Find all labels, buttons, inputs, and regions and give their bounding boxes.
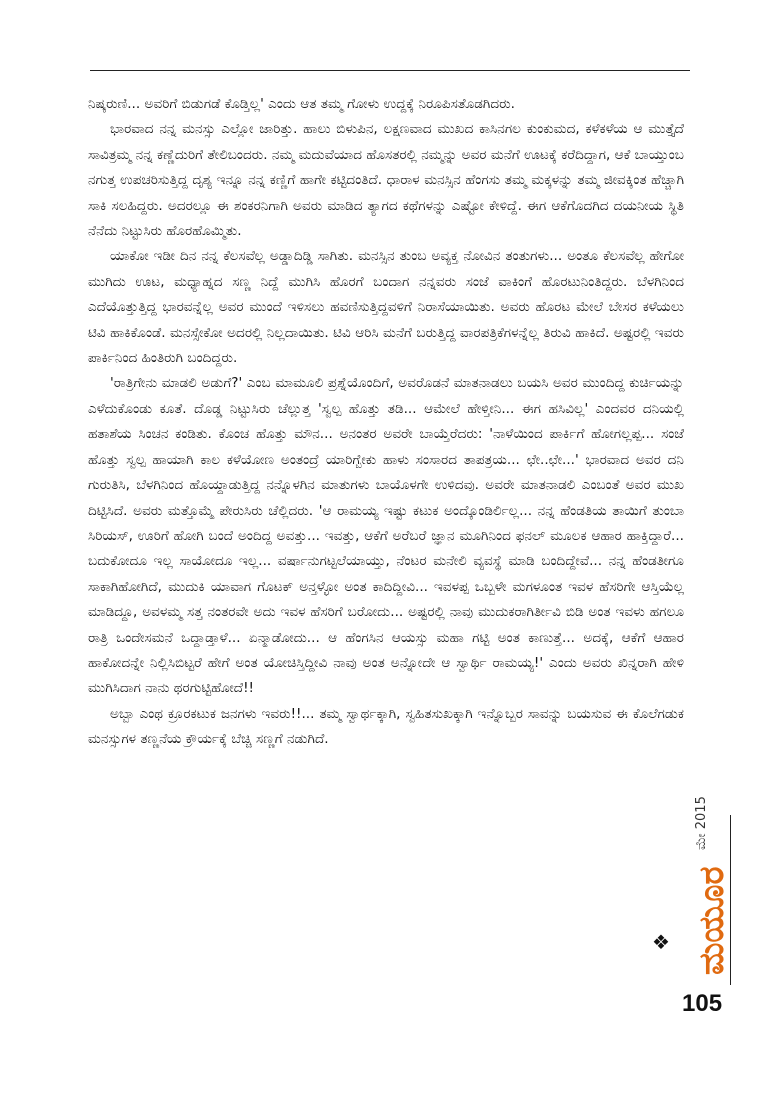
side-divider [730, 815, 731, 985]
paragraph-2: ಭಾರವಾದ ನನ್ನ ಮನಸ್ಸು ಎಲ್ಲೋ ಜಾರಿತ್ತು. ಹಾಲು ಬಿಳುಪಿನ, ಲಕ್ಷಣವಾದ ಮುಖದ ಕಾಸಿನಗಲ ಕುಂಕುಮದ, ಕಳೆಕಳೆಯ ಆ ಮುತ್ತೈದೆ ಸಾವಿತ್ರಮ್ಮ ನನ್ನ ಕಣ್ಣೆದುರಿಗೆ ತೇಲಿಬಂದರು. ನಮ್ಮ ಮದುವೆಯಾದ ಹೊಸತರಲ್ಲಿ ನಮ್ಮನ್ನು ಅವರ ಮನೆಗೆ ಊಟಕ್ಕೆ ಕರೆದಿದ್ದಾಗ, ಆಕೆ ಬಾಯ್ತುಂಬ ನಗುತ್ತ ಉಪಚರಿಸುತ್ತಿದ್ದ ದೃಶ್ಯ ಇನ್ನೂ ನನ್ನ ಕಣ್ಣಿಗೆ ಹಾಗೇ ಕಟ್ಟಿದಂತಿದೆ. ಧಾರಾಳ ಮನಸ್ಸಿನ ಹೆಂಗಸು ತಮ್ಮ ಮಕ್ಕಳನ್ನು ತಮ್ಮ ಜೀವಕ್ಕಿಂತ ಹೆಚ್ಚಾಗಿ ಸಾಕಿ ಸಲಹಿದ್ದರು. ಅದರಲ್ಲೂ ಈ ಶಂಕರನಿಗಾಗಿ ಅವರು ಮಾಡಿದ ತ್ಯಾಗದ ಕಥೆಗಳನ್ನು ಎಷ್ಟೋ ಕೇಳಿದ್ದೆ. ಈಗ ಆಕೆಗೊದಗಿದ ದಯನೀಯ ಸ್ಥಿತಿ ನೆನೆದು ನಿಟ್ಟುಸಿರು ಹೊರಹೊಮ್ಮಿತು. [88, 121, 684, 240]
header-divider [90, 70, 690, 71]
paragraph-1: ನಿಷ್ಕರುಣಿ... ಅವರಿಗೆ ಬಿಡುಗಡೆ ಕೊಡ್ತಿಲ್ಲ' ಎಂದು ಆತ ತಮ್ಮ ಗೋಳು ಉದ್ದಕ್ಕೆ ನಿರೂಪಿಸತೊಡಗಿದರು. [88, 96, 515, 112]
end-of-article-icon: ❖ [652, 930, 670, 954]
paragraph-5: ಅಬ್ಬಾ ಎಂಥ ಕ್ರೂರಕಟುಕ ಜನಗಳು ಇವರು!!... ತಮ್ಮ ಸ್ವಾರ್ಥಕ್ಕಾಗಿ, ಸ್ವಹಿತಸುಖಕ್ಕಾಗಿ ಇನ್ನೊಬ್ಬರ ಸಾವನ್ನು ಬಯಸುವ ಈ ಕೊಲೆಗಡುಕ ಮನಸ್ಸುಗಳ ತಣ್ಣನೆಯ ಕ್ರೌರ್ಯಕ್ಕೆ ಬೆಚ್ಚಿ ಸಣ್ಣಗೆ ನಡುಗಿದೆ. [88, 705, 684, 748]
paragraph-3: ಯಾಕೋ ಇಡೀ ದಿನ ನನ್ನ ಕೆಲಸವೆಲ್ಲ ಅಡ್ಡಾದಿಡ್ಡಿ ಸಾಗಿತು. ಮನಸ್ಸಿನ ತುಂಬ ಅವ್ಯಕ್ತ ನೋವಿನ ತಂತುಗಳು... ಅಂತೂ ಕೆಲಸವೆಲ್ಲ ಹೇಗೋ ಮುಗಿದು ಊಟ, ಮಧ್ಯಾಹ್ನದ ಸಣ್ಣ ನಿದ್ದೆ ಮುಗಿಸಿ ಹೊರಗೆ ಬಂದಾಗ ನನ್ನವರು ಸಂಜೆ ವಾಕಿಂಗೆ ಹೊರಟುನಿಂತಿದ್ದರು. ಬೆಳಗಿನಿಂದ ಎದೆಯೊತ್ತುತ್ತಿದ್ದ ಭಾರವನ್ನೆಲ್ಲ ಅವರ ಮುಂದೆ ಇಳಿಸಲು ಹವಣಿಸುತ್ತಿದ್ದವಳಿಗೆ ನಿರಾಸೆಯಾಯಿತು. ಅವರು ಹೊರಟ ಮೇಲೆ ಬೇಸರ ಕಳೆಯಲು ಟಿವಿ ಹಾಕಿಕೊಂಡೆ. ಮನಸ್ಸೇಕೋ ಅದರಲ್ಲಿ ನಿಲ್ಲದಾಯಿತು. ಟಿವಿ ಆರಿಸಿ ಮನೆಗೆ ಬರುತ್ತಿದ್ದ ವಾರಪತ್ರಿಕೆಗಳನ್ನೆಲ್ಲ ತಿರುವಿ ಹಾಕಿದೆ. ಅಷ್ಟರಲ್ಲಿ ಇವರು ಪಾರ್ಕಿನಿಂದ ಹಿಂತಿರುಗಿ ಬಂದಿದ್ದರು. [88, 248, 684, 367]
issue-date: ಮೇ 2015 [694, 796, 709, 850]
magazine-masthead: ಮಯೂರ [692, 866, 732, 975]
article-body [88, 92, 684, 753]
paragraph-4: 'ರಾತ್ರಿಗೇನು ಮಾಡಲಿ ಅಡುಗೆ?' ಎಂಬ ಮಾಮೂಲಿ ಪ್ರಶ್ನೆಯೊಂದಿಗೆ, ಅವರೊಡನೆ ಮಾತನಾಡಲು ಬಯಸಿ ಅವರ ಮುಂದಿದ್ದ ಕುರ್ಚಿಯನ್ನು ಎಳೆದುಕೊಂಡು ಕೂತೆ. ದೊಡ್ಡ ನಿಟ್ಟುಸಿರು ಚೆಲ್ಲುತ್ತ 'ಸ್ವಲ್ಪ ಹೊತ್ತು ತಡಿ... ಆಮೇಲೆ ಹೇಳ್ತೀನಿ... ಈಗ ಹಸಿವಿಲ್ಲ' ಎಂದವರ ದನಿಯಲ್ಲಿ ಹತಾಶೆಯ ಸಿಂಚನ ಕಂಡಿತು. ಕೊಂಚ ಹೊತ್ತು ಮೌನ... ಅನಂತರ ಅವರೇ ಬಾಯ್ತೆರೆದರು: 'ನಾಳೆಯಿಂದ ಪಾರ್ಕಿಗೆ ಹೋಗಲ್ಲಪ್ಪ... ಸಂಜೆ ಹೊತ್ತು ಸ್ವಲ್ಪ ಹಾಯಾಗಿ ಕಾಲ ಕಳೆಯೋಣ ಅಂತಂದ್ರೆ ಯಾರಿಗ್ಬೇಕು ಹಾಳು ಸಂಸಾರದ ತಾಪತ್ರಯ... ಛೇ..ಛೇ...' ಭಾರವಾದ ಅವರ ದನಿ ಗುರುತಿಸಿ, ಬೆಳಗಿನಿಂದ ಹೊಯ್ದಾಡುತ್ತಿದ್ದ ನನ್ನೊಳಗಿನ ಮಾತುಗಳು ಬಾಯೊಳಗೇ ಉಳಿದವು. ಅವರೇ ಮಾತನಾಡಲಿ ಎಂಬಂತೆ ಅವರ ಮುಖ ದಿಟ್ಟಿಸಿದೆ. ಅವರು ಮತ್ತೊಮ್ಮೆ ಪೇರುಸಿರು ಚೆಲ್ಲಿದರು. 'ಆ ರಾಮಯ್ಯ ಇಷ್ಟು ಕಟುಕ ಅಂದ್ಕೊಂಡಿರ್ಲಿಲ್ಲ... ನನ್ನ ಹೆಂಡತಿಯ ತಾಯಿಗೆ ತುಂಬಾ ಸಿರಿಯಸ್, ಊರಿಗೆ ಹೋಗಿ ಬಂದೆ ಅಂದಿದ್ದ ಅವತ್ತು... ಇವತ್ತು, ಆಕೆಗೆ ಅರೆಬರೆ ಜ್ಞಾನ ಮೂಗಿನಿಂದ ಫನಲ್ ಮೂಲಕ ಆಹಾರ ಹಾಕ್ತಿದ್ದಾರೆ... ಬದುಕೋದೂ ಇಲ್ಲ ಸಾಯೋದೂ ಇಲ್ಲ... ವರ್ಷಾನುಗಟ್ಟಲೆಯಾಯ್ತು, ನೆಂಟರ ಮನೇಲಿ ವ್ಯವಸ್ಥೆ ಮಾಡಿ ಬಂದಿದ್ದೇವೆ... ನನ್ನ ಹೆಂಡತೀಗೂ ಸಾಕಾಗಿಹೋಗಿದೆ, ಮುದುಕಿ ಯಾವಾಗ ಗೊಟಕ್ ಅನ್ತಳ್ಳೋ ಅಂತ ಕಾದಿದ್ದೀವಿ... ಇವಳಪ್ಪ ಒಬ್ಬಳೇ ಮಗಳೂಂತ ಇವಳ ಹೆಸರಿಗೇ ಆಸ್ತಿಯೆಲ್ಲ ಮಾಡಿದ್ದೂ, ಅವಳಮ್ಮ ಸತ್ತ ನಂತರವೇ ಅದು ಇವಳ ಹೆಸರಿಗೆ ಬರೋದು... ಅಷ್ಟರಲ್ಲಿ ನಾವು ಮುದುಕರಾಗಿರ್ತೀವಿ ಬಿಡಿ ಅಂತ ಇವಳು ಹಗಲೂ ರಾತ್ರಿ ಒಂದೇಸಮನೆ ಒದ್ದಾಡ್ತಾಳೆ... ಏನ್ಮಾಡೋದು... ಆ ಹೆಂಗಸಿನ ಆಯಸ್ಸು ಮಹಾ ಗಟ್ಟಿ ಅಂತ ಕಾಣುತ್ತೆ... ಅದಕ್ಕೆ, ಆಕೆಗೆ ಆಹಾರ ಹಾಕೋದನ್ನೇ ನಿಲ್ಲಿಸಿಬಿಟ್ಟರೆ ಹೇಗೆ ಅಂತ ಯೋಚಿಸ್ತಿದ್ದೀವಿ ನಾವು ಅಂತ ಅನ್ನೋದೇ ಆ ಸ್ವಾರ್ಥಿ ರಾಮಯ್ಯ!' ಎಂದು ಅವರು ಖಿನ್ನರಾಗಿ ಹೇಳಿ ಮುಗಿಸಿದಾಗ ನಾನು ಥರಗುಟ್ಟಿಹೋದೆ!! [88, 375, 684, 697]
page-number: 105 [682, 990, 723, 1017]
